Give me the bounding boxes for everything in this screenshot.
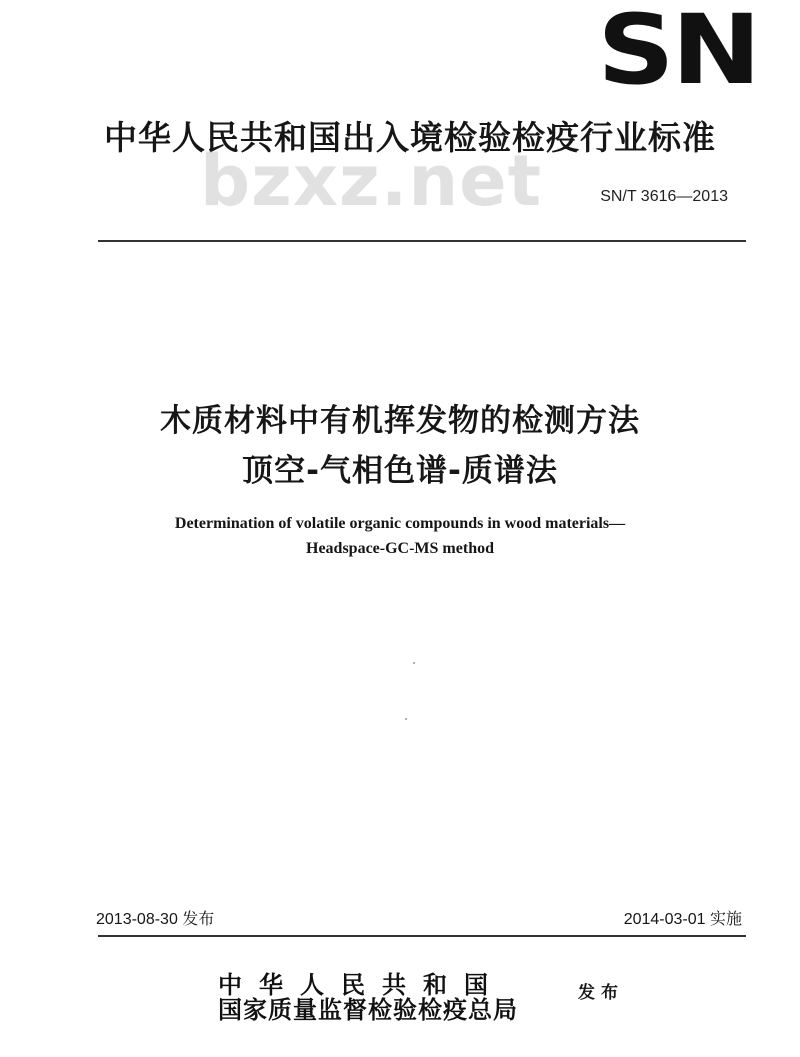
issuer-line2: 国家质量监督检验检疫总局: [218, 995, 518, 1024]
scan-speck: [405, 718, 407, 720]
organization-title: 中华人民共和国出入境检验检疫行业标准: [104, 118, 716, 157]
standard-number: SN/T 3616—2013: [600, 188, 728, 205]
issue-label: 发布: [578, 983, 624, 1003]
issue-date: 2013-08-30 发布: [96, 911, 215, 928]
english-title-line1: Determination of volatile organic compounds in wood materials—: [174, 515, 626, 532]
bottom-divider: [98, 935, 746, 937]
watermark: bzxz.net: [200, 140, 543, 222]
issuer-line1: 中华人民共和国: [218, 970, 505, 999]
sn-logo: SN: [597, 0, 758, 106]
implementation-date: 2014-03-01 实施: [623, 911, 742, 928]
scan-speck: [413, 662, 415, 664]
english-title-line2: Headspace-GC-MS method: [306, 540, 494, 557]
top-divider: [98, 240, 746, 242]
chinese-title-line1: 木质材料中有机挥发物的检测方法: [160, 403, 640, 439]
chinese-title-line2: 顶空-气相色谱-质谱法: [242, 453, 558, 489]
